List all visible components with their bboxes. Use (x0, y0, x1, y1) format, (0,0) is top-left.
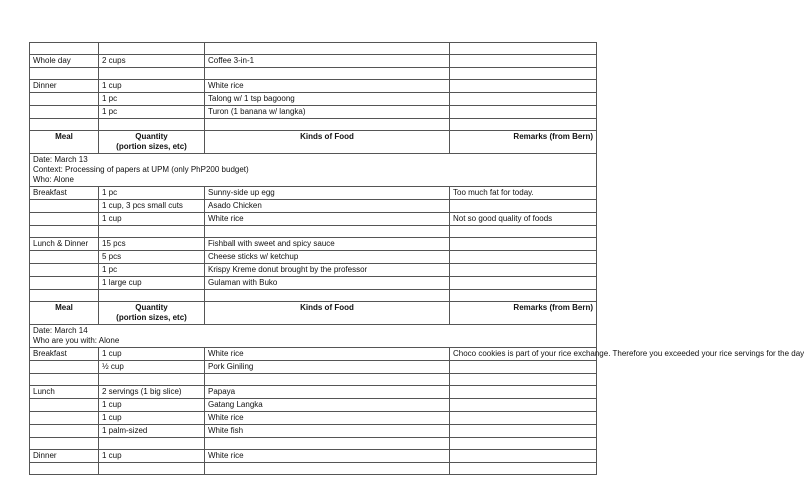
table-row (30, 399, 597, 412)
food-cell: Coffee 3-in-1 (205, 55, 450, 68)
table-row (30, 80, 597, 93)
food-cell: Talong w/ 1 tsp bagoong (205, 93, 450, 106)
table-row (30, 187, 597, 200)
remark-cell (450, 93, 597, 106)
header-row (30, 131, 597, 154)
empty-row (30, 290, 597, 302)
quantity-cell: 1 cup (99, 213, 205, 226)
remark-cell: Choco cookies is part of your rice exchange. Therefore you exceeded your rice servings for the day (450, 348, 597, 361)
table-row (30, 93, 597, 106)
table-row (30, 450, 597, 463)
table-row (30, 412, 597, 425)
meal-cell (30, 425, 99, 438)
quantity-cell: 2 cups (99, 55, 205, 68)
food-cell: Krispy Kreme donut brought by the professor (205, 264, 450, 277)
remark-cell (450, 106, 597, 119)
quantity-cell: 5 pcs (99, 251, 205, 264)
header-quantity-line2: (portion sizes, etc) (116, 142, 187, 151)
meal-cell (30, 412, 99, 425)
food-cell: White rice (205, 213, 450, 226)
header-quantity-line1: Quantity (135, 132, 168, 141)
empty-row (30, 226, 597, 238)
remark-cell (450, 386, 597, 399)
remark-cell (450, 264, 597, 277)
food-cell: White rice (205, 450, 450, 463)
quantity-cell: 1 pc (99, 93, 205, 106)
header-quantity-line2: (portion sizes, etc) (116, 313, 187, 322)
table-row (30, 348, 597, 361)
meal-cell: Breakfast (30, 187, 99, 200)
remark-cell: Not so good quality of foods (450, 213, 597, 226)
date-label: Date: March 13 (33, 155, 88, 164)
context-cell (30, 154, 597, 187)
table-row (30, 213, 597, 226)
food-log-table (29, 42, 804, 475)
quantity-cell: 1 cup (99, 412, 205, 425)
meal-cell (30, 361, 99, 374)
header-remarks: Remarks (from Bern) (450, 131, 597, 154)
table-row (30, 361, 597, 374)
remark-cell (450, 238, 597, 251)
food-cell: Pork Giniling (205, 361, 450, 374)
table-row (30, 251, 597, 264)
meal-cell: Dinner (30, 80, 99, 93)
remark-cell (450, 251, 597, 264)
empty-row (30, 374, 597, 386)
meal-cell (30, 93, 99, 106)
meal-cell (30, 264, 99, 277)
who-label: Who: Alone (33, 175, 74, 184)
food-cell: Gatang Langka (205, 399, 450, 412)
food-cell: Gulaman with Buko (205, 277, 450, 290)
food-cell: Cheese sticks w/ ketchup (205, 251, 450, 264)
quantity-cell: 1 pc (99, 187, 205, 200)
quantity-cell: 1 cup (99, 348, 205, 361)
meal-cell: Lunch & Dinner (30, 238, 99, 251)
meal-cell (30, 399, 99, 412)
empty-row (30, 68, 597, 80)
food-cell: White fish (205, 425, 450, 438)
context-row (30, 325, 597, 348)
meal-cell (30, 277, 99, 290)
food-cell: White rice (205, 80, 450, 93)
meal-cell (30, 200, 99, 213)
empty-row (30, 463, 597, 475)
food-cell: Asado Chicken (205, 200, 450, 213)
quantity-cell: ½ cup (99, 361, 205, 374)
quantity-cell: 1 cup (99, 80, 205, 93)
remark-cell (450, 55, 597, 68)
empty-row (30, 438, 597, 450)
remark-cell (450, 361, 597, 374)
table-row (30, 106, 597, 119)
food-cell: Sunny-side up egg (205, 187, 450, 200)
date-label: Date: March 14 (33, 326, 88, 335)
context-row (30, 154, 597, 187)
quantity-cell: 1 pc (99, 264, 205, 277)
header-kinds: Kinds of Food (205, 302, 450, 325)
quantity-cell: 1 palm-sized (99, 425, 205, 438)
table-row (30, 425, 597, 438)
remark-cell (450, 450, 597, 463)
empty-row (30, 43, 597, 55)
food-cell: Papaya (205, 386, 450, 399)
quantity-cell: 1 cup, 3 pcs small cuts (99, 200, 205, 213)
remark-cell (450, 399, 597, 412)
meal-cell: Dinner (30, 450, 99, 463)
header-quantity (99, 302, 205, 325)
remark-cell: Too much fat for today. (450, 187, 597, 200)
quantity-cell: 1 large cup (99, 277, 205, 290)
meal-cell (30, 213, 99, 226)
food-cell: Turon (1 banana w/ langka) (205, 106, 450, 119)
table-row (30, 386, 597, 399)
meal-cell (30, 251, 99, 264)
quantity-cell: 2 servings (1 big slice) (99, 386, 205, 399)
food-cell: White rice (205, 348, 450, 361)
context-label: Context: Processing of papers at UPM (only PhP200 budget) (33, 165, 249, 174)
context-cell (30, 325, 597, 348)
quantity-cell: 1 pc (99, 106, 205, 119)
header-meal: Meal (30, 302, 99, 325)
food-cell: Fishball with sweet and spicy sauce (205, 238, 450, 251)
remark-cell (450, 277, 597, 290)
food-cell: White rice (205, 412, 450, 425)
table-row (30, 55, 597, 68)
table-row (30, 238, 597, 251)
remark-cell (450, 425, 597, 438)
remark-cell (450, 80, 597, 93)
meal-cell: Breakfast (30, 348, 99, 361)
table-row (30, 277, 597, 290)
header-meal: Meal (30, 131, 99, 154)
header-row (30, 302, 597, 325)
quantity-cell: 1 cup (99, 450, 205, 463)
quantity-cell: 1 cup (99, 399, 205, 412)
header-remarks: Remarks (from Bern) (450, 302, 597, 325)
header-quantity (99, 131, 205, 154)
meal-cell: Whole day (30, 55, 99, 68)
table-row (30, 200, 597, 213)
quantity-cell: 15 pcs (99, 238, 205, 251)
header-kinds: Kinds of Food (205, 131, 450, 154)
table-row (30, 264, 597, 277)
empty-row (30, 119, 597, 131)
meal-cell: Lunch (30, 386, 99, 399)
header-quantity-line1: Quantity (135, 303, 168, 312)
who-label: Who are you with: Alone (33, 336, 120, 345)
remark-cell (450, 200, 597, 213)
remark-cell (450, 412, 597, 425)
meal-cell (30, 106, 99, 119)
